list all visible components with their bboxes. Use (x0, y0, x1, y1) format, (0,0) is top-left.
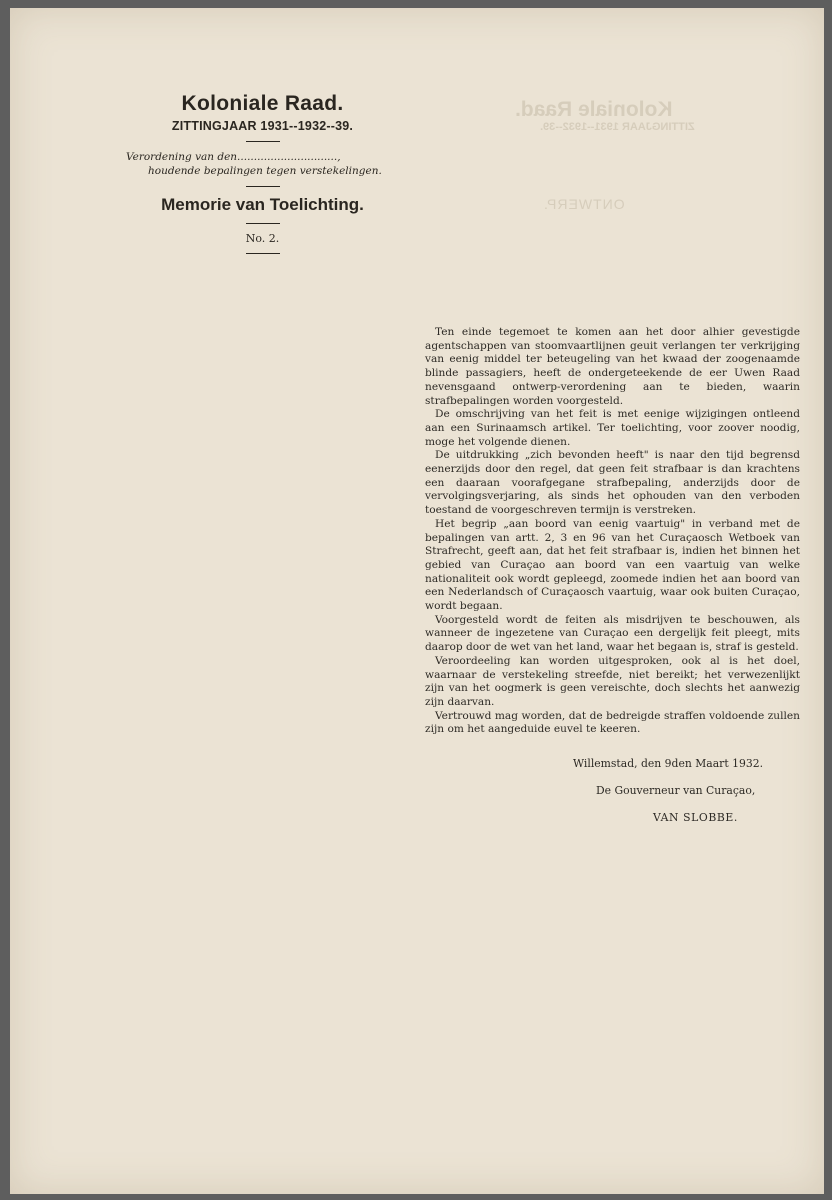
explanatory-text (425, 326, 800, 737)
paragraph: Ten einde tegemoet te komen aan het door alhier gevestigde agentschappen van stoomvaartlijnen geuit verlangen ter verkrijging van eenig middel ter beteugeling van het kwaad der zoogenaamde blinde passagiers, heeft de ondergeteekende de eer Uwen Raad nevensgaand ontwerp-verordening aan te bieden, waarin strafbepalingen worden voorgesteld. (425, 326, 800, 407)
session-year: ZITTINGJAAR 1931--1932--39. (171, 119, 354, 133)
document-page (10, 8, 824, 1194)
governor-title: De Gouverneur van Curaçao, (596, 784, 756, 797)
signatory-name: VAN SLOBBE. (653, 811, 738, 824)
council-title: Koloniale Raad. (181, 92, 344, 115)
bleed-through-ontwerp: ONTWERP. (543, 196, 625, 212)
ordinance-line-2: houdende bepalingen tegen verstekelingen. (148, 165, 382, 177)
ordinance-line-1: Verordening van den.............................., (126, 151, 341, 163)
paragraph: Het begrip „aan boord van eenig vaartuig" in verband met de bepalingen van artt. 2, 3 en 96 van het Curaçaosch Wetboek van Strafrecht, geeft aan, dat het feit strafbaar is, indien het binnen het gebied van Curaçao aan boord van een vaartuig van welke nationaliteit ook wordt gepleegd, zoomede indien het aan boord van een Nederlandsch of Curaçaosch vaartuig, waar ook buiten Curaçao, wordt begaan. (425, 517, 800, 613)
header-divider (246, 186, 280, 187)
paragraph: De omschrijving van het feit is met eenige wijzigingen ontleend aan een Surinaamsch artikel. Ter toelichting, voor zoover noodig, moge het volgende dienen. (425, 408, 800, 448)
memorie-heading: Memorie van Toelichting. (161, 195, 364, 214)
header-divider (246, 141, 280, 142)
header-divider (246, 253, 280, 254)
paragraph: Voorgesteld wordt de feiten als misdrijven te beschouwen, als wanneer de ingezetene van Curaçao een dergelijk feit pleegt, mits daarop door de wet van het land, waar het begaan is, straf is gesteld. (425, 613, 800, 654)
bleed-through-subtitle: ZITTINGJAAR 1931--1932--39. (540, 121, 695, 133)
paragraph: Veroordeeling kan worden uitgesproken, ook al is het doel, waarnaar de verstekeling streefde, niet bereikt; het verwezenlijkt zijn van het oogmerk is geen vereischte, doch slechts het aanwezig zijn daarvan. (425, 654, 800, 708)
paragraph: De uitdrukking „zich bevonden heeft" is naar den tijd begrensd eenerzijds door den regel, dat geen feit strafbaar is dan krachtens een daaraan voorafgegane strafbepaling, anderzijds door de vervolgingsverjaring, als sinds het ophouden van den verboden toestand de voorgeschreven termijn is verstreken. (425, 449, 800, 517)
place-and-date: Willemstad, den 9den Maart 1932. (573, 757, 763, 770)
ordinance-description (120, 150, 405, 178)
document-number: No. 2. (245, 232, 280, 245)
paragraph: Vertrouwd mag worden, dat de bedreigde straffen voldoende zullen zijn om het aangeduide euvel te keeren. (425, 709, 800, 736)
header-divider (246, 223, 280, 224)
document-header (120, 92, 405, 262)
bleed-through-title: Koloniale Raad. (515, 98, 673, 121)
